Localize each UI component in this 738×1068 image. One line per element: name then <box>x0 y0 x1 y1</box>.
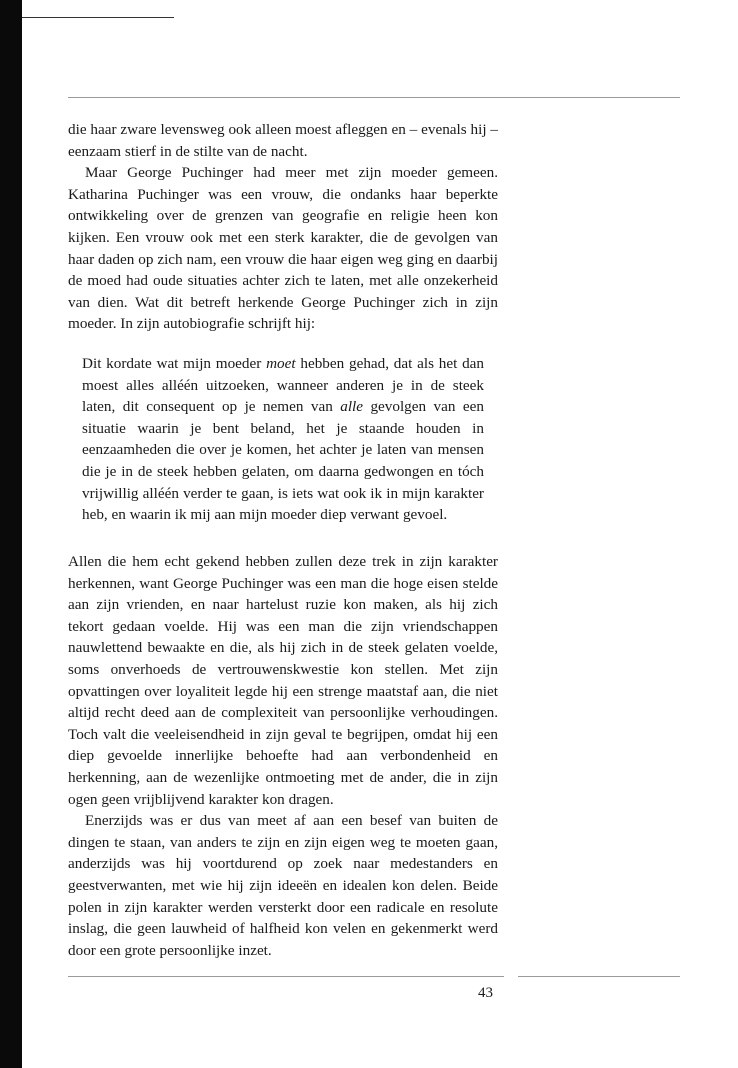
body-text-bottom <box>68 551 498 961</box>
quote-emphasis-alle: alle <box>340 398 364 416</box>
quote-text <box>82 353 484 526</box>
quote-segment-3: gevolgen van een situatie waarin je bent beland, het je staande houden in eenzaamheden die over je komen, het achter je laten van mensen die je in de steek hebben gelaten, om daarna gedwongen en tóch vrijwillig alléén verder te gaan, is iets wat ook ik in mijn karakter heb, en waarin ik mij aan mijn moeder diep verwant gevoel. <box>82 398 484 524</box>
quote-emphasis-moet: moet <box>266 355 296 372</box>
bottom-rule-right <box>518 976 680 977</box>
paragraph-mother: Maar George Puchinger had meer met zijn moeder gemeen. Katharina Puchinger was een vrouw, die ondanks haar beperkte ontwikkeling over de grenzen van geografie en religie heen kon kijken. Een vrouw ook met een sterk karakter, die de gevolgen van haar daden op zich nam, een vrouw die haar eigen weg ging en daarbij de moed had oude situaties achter zich te laten, met alle onzekerheid van dien. Wat dit betreft herkende George Puchinger zich in zijn moeder. In zijn autobiografie schrijft hij: <box>68 164 498 333</box>
quote-segment-2: hebben gehad, dat als het dan moest alles alléén uitzoeken, wanneer anderen je in de steek laten, dit consequent op je nemen van <box>82 355 485 416</box>
bottom-rule <box>68 976 504 977</box>
body-text-top <box>68 119 498 335</box>
page-number: 43 <box>478 985 493 1001</box>
quote-segment-1: Dit kordate wat mijn moeder <box>82 355 267 372</box>
scan-edge <box>0 0 22 1068</box>
scan-mark <box>22 17 174 18</box>
paragraph-friends: Allen die hem echt gekend hebben zullen deze trek in zijn karakter herkennen, want George Puchinger was een man die hoge eisen stelde aan zijn vrienden, en naar hartelust ruzie kon maken, als hij zich tekort gedaan voelde. Hij was een man die zijn vriendschappen nauwlettend bewaakte en die, als hij zich in de steek gelaten voelde, soms onverhoeds de vertrouwenskwestie kon stellen. Met zijn opvattingen over loyaliteit legde hij een strenge maatstaf aan, die niet altijd recht deed aan de complexiteit van persoonlijke verhoudingen. Toch valt die veeleisendheid in zijn geval te begrijpen, omdat hij een diep gevoelde innerlijke behoefte had aan verbondenheid en herkenning, aan de wezenlijke ontmoeting met de ander, die in zijn ogen geen vrijblijvend karakter kon dragen. <box>68 553 498 808</box>
paragraph-enerzijds: Enerzijds was er dus van meet af aan een besef van buiten de dingen te staan, van anders te zijn en zijn eigen weg te moeten gaan, anderzijds was hij voortdurend op zoek naar medestanders en geestverwanten, met wie hij zijn ideeën en idealen kon delen. Beide polen in zijn karakter werden versterkt door een radicale en resolute inslag, die geen lauwheid of halfheid kon velen en gekenmerkt werd door een grote persoonlijke inzet. <box>68 812 498 959</box>
top-rule <box>68 97 680 98</box>
paragraph-continued: die haar zware levensweg ook alleen moest afleggen en – evenals hij – eenzaam stierf in de stilte van de nacht. <box>68 121 498 160</box>
block-quote <box>82 353 484 526</box>
